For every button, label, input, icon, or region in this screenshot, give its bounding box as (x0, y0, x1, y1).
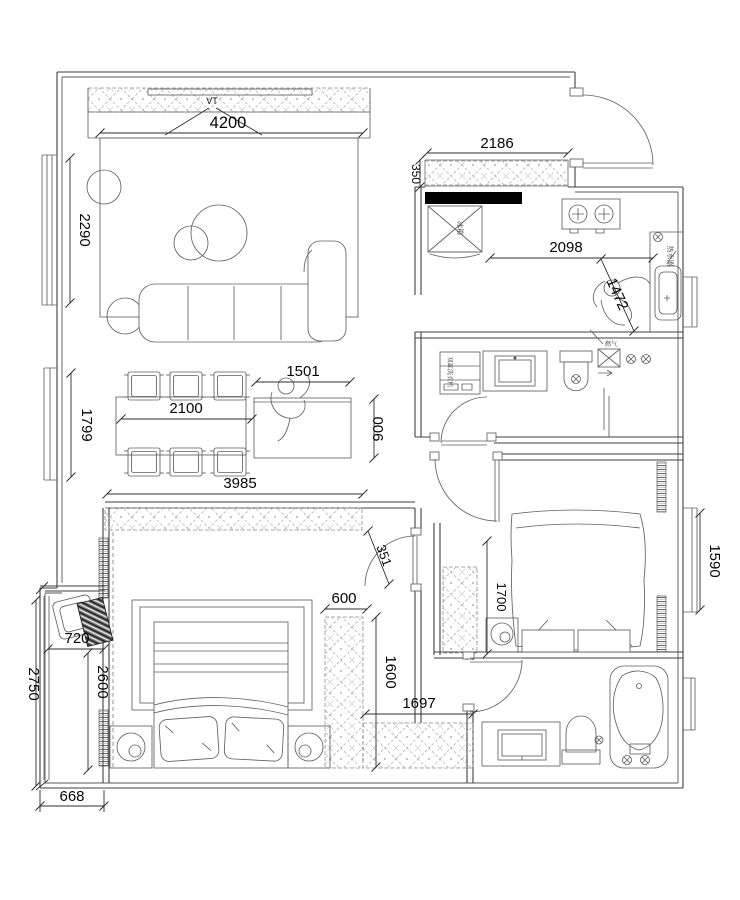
dim-wardrobe-width: 600 (331, 590, 357, 607)
bathroom2-door (463, 652, 522, 712)
bathroom2 (482, 666, 668, 768)
counter-black (425, 192, 522, 204)
bedroom1-wardrobe-vertical (325, 617, 363, 768)
bedroom2-wardrobe (443, 567, 477, 653)
dim-balcony-bottom: 668 (59, 788, 85, 805)
bathroom-door (430, 397, 496, 445)
dim-kitchen-clearance: 1472 (602, 275, 632, 313)
dim-balcony-outer: 2750 (25, 667, 42, 701)
bedroom2-door (430, 452, 502, 522)
gas-label: 燃气 (604, 341, 618, 348)
radiator-icon (99, 538, 108, 598)
vanity2 (482, 722, 560, 766)
gas-meter (590, 330, 651, 376)
bedroom1-top-wardrobe (105, 508, 362, 530)
ottoman (107, 298, 143, 334)
dim-living-side: 2290 (76, 213, 93, 247)
living-room (87, 138, 358, 342)
dim-wardrobe-length: 1600 (382, 655, 399, 689)
dim-passage-gap: 351 (373, 542, 395, 569)
water-heater-label: 热水器 (666, 245, 673, 267)
dim-wardrobe-bottom: 1697 (402, 695, 436, 712)
shower-glass (604, 388, 609, 437)
radiator-icon (657, 462, 666, 512)
island-counter (254, 398, 351, 458)
radiator-icon (657, 596, 666, 652)
kitchen-bay-window-strip (425, 161, 568, 185)
dim-bedroom2-window: 1590 (706, 544, 723, 578)
toilet (560, 351, 592, 391)
nightstand-lamp (288, 726, 330, 768)
fridge (428, 206, 482, 258)
bed2 (511, 510, 645, 652)
sofa (139, 241, 346, 342)
bathtub (610, 666, 668, 768)
dim-kitchen-window: 2186 (480, 135, 514, 152)
dim-island-depth: 900 (370, 416, 387, 442)
dim-kitchen-window-depth: 350 (409, 163, 423, 185)
person-figure (271, 376, 310, 441)
bedroom2 (486, 510, 645, 652)
dim-island-length: 1501 (286, 363, 320, 380)
side-table (87, 170, 121, 204)
washing-machine-label: 双缸洗衣机 (446, 356, 453, 388)
bed1 (132, 600, 312, 768)
stove (562, 199, 620, 233)
dim-kitchen-counter: 2098 (549, 239, 583, 256)
bedroom1 (110, 600, 330, 768)
dim-bedroom1-width: 3985 (223, 475, 257, 492)
dim-balcony-desk: 720 (64, 630, 90, 647)
toilet2 (562, 716, 603, 764)
kitchen (425, 192, 683, 332)
vanity-sink (483, 351, 547, 391)
entry-door (570, 88, 653, 168)
window-tag-label: VT (206, 96, 218, 106)
dining-area (116, 372, 351, 476)
dim-living-window: 4200 (209, 114, 247, 132)
dim-balcony-inner: 2600 (94, 665, 111, 699)
dim-dining-table: 2100 (169, 400, 203, 417)
coffee-table (191, 205, 247, 261)
nightstand-lamp (110, 726, 152, 768)
bathroom1 (440, 330, 651, 437)
fridge-label: 冰箱 (456, 221, 463, 235)
dim-dining-side: 1799 (78, 408, 95, 442)
dim-bedroom2-wardrobe: 1700 (494, 582, 509, 612)
washing-machine (440, 352, 480, 394)
bedroom1-wardrobe-bottom (363, 723, 473, 768)
radiator-icon (99, 710, 108, 766)
